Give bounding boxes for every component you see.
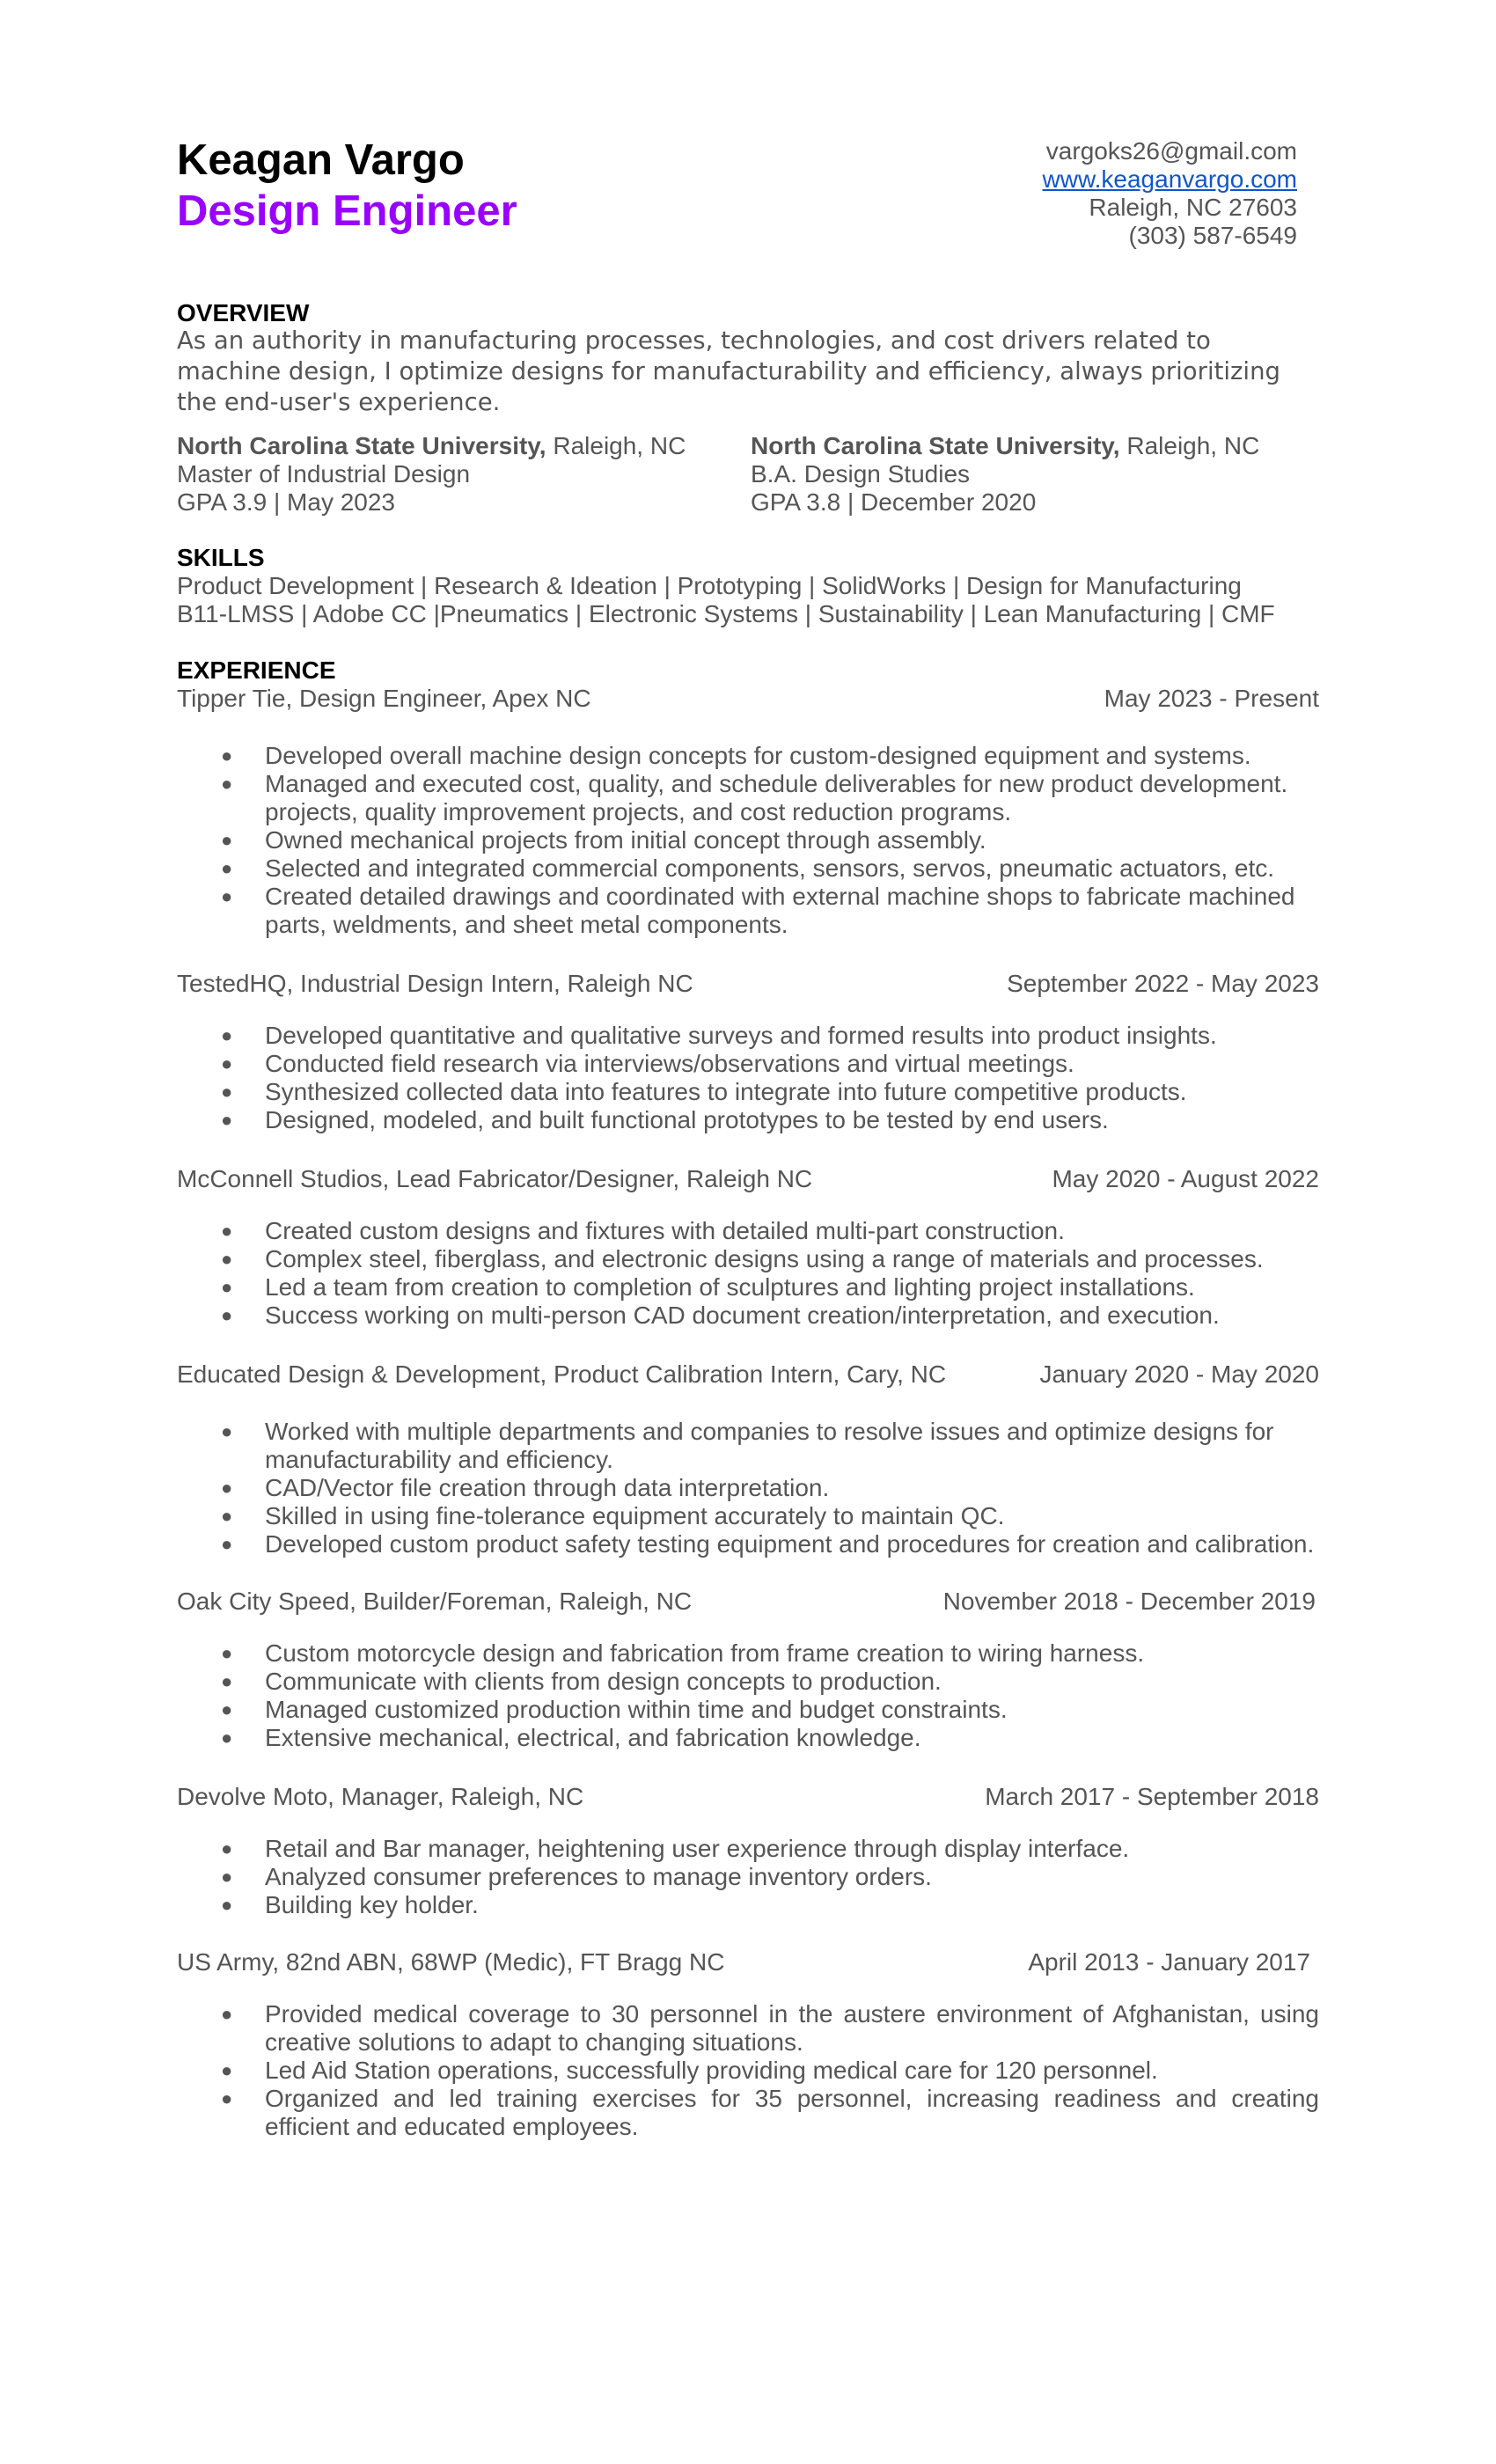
degree: Master of Industrial Design (177, 460, 471, 488)
bullet-icon: ● (221, 1727, 233, 1749)
list-item: ● Success working on multi-person CAD document creation/interpretation, and execution. (221, 1302, 1220, 1329)
education-entry (177, 432, 686, 517)
bullet-icon: ● (221, 1109, 233, 1131)
job-entry (177, 1948, 1319, 2141)
job-bullets (177, 1418, 1319, 1558)
bullet-icon: ● (221, 1533, 233, 1555)
degree: B.A. Design Studies (751, 460, 971, 488)
list-item: ● Extensive mechanical, electrical, and fabrication knowledge. (221, 1724, 921, 1751)
job-bullets (177, 1217, 1319, 1330)
education-detail: GPA 3.9 | May 2023 (177, 488, 396, 516)
list-item: ● Developed overall machine design concepts for custom-designed equipment and systems. (221, 742, 1251, 769)
bullet-icon: ● (221, 1024, 233, 1046)
list-item: ● Communicate with clients from design concepts to production. (221, 1668, 942, 1695)
job-entry (177, 1165, 1319, 1330)
job-entry (177, 685, 1319, 939)
email[interactable]: vargoks26@gmail.com (1045, 137, 1297, 165)
job-dates: May 2023 - Present (1104, 685, 1319, 712)
job-bullets (177, 742, 1319, 939)
bullet-icon: ● (221, 857, 233, 879)
list-item: ● Owned mechanical projects from initial concept through assembly. (221, 826, 986, 854)
bullet-icon: ● (221, 2059, 233, 2081)
list-item: ● Retail and Bar manager, heightening user experience through display interface. (221, 1835, 1130, 1862)
overview-text: As an authority in manufacturing processes, technologies, and cost drivers related to machine design, I optimize designs for manufacturability and efficiency, always prioritizing the end-user's experience. (177, 326, 1280, 416)
job-bullets (177, 2000, 1319, 2141)
list-item: ● Building key holder. (221, 1891, 479, 1918)
skills-line: Product Development | Research & Ideation | Prototyping | SolidWorks | Design for Manufacturing (177, 572, 1242, 599)
list-item: ● Developed quantitative and qualitative surveys and formed results into product insights. (221, 1022, 1217, 1049)
education-detail: GPA 3.8 | December 2020 (751, 488, 1037, 516)
job-entry (177, 1783, 1319, 1919)
list-item: ● Managed and executed cost, quality, and schedule deliverables for new product development. projects, quality improvement projects, and cost reduction programs. (221, 770, 1288, 825)
bullet-icon: ● (221, 744, 233, 766)
bullet-icon: ● (221, 2087, 233, 2109)
list-item: ● Synthesized collected data into features to integrate into future competitive products. (221, 1078, 1187, 1105)
job-organization: Tipper Tie, Design Engineer, Apex NC (177, 685, 591, 712)
list-item: ● Designed, modeled, and built functional prototypes to be tested by end users. (221, 1106, 1109, 1133)
list-item: ● Selected and integrated commercial components, sensors, servos, pneumatic actuators, etc. (221, 854, 1275, 882)
job-bullets (177, 1639, 1319, 1752)
job-bullets (177, 1835, 1319, 1919)
bullet-icon: ● (221, 1505, 233, 1527)
list-item: ● Created custom designs and fixtures with detailed multi-part construction. (221, 1217, 1065, 1244)
job-dates: May 2020 - August 2022 (1052, 1165, 1319, 1192)
bullet-icon: ● (221, 1052, 233, 1074)
job-title: Design Engineer (177, 187, 517, 235)
list-item: ● Analyzed consumer preferences to manage inventory orders. (221, 1863, 932, 1890)
list-item: ● Custom motorcycle design and fabrication from frame creation to wiring harness. (221, 1639, 1145, 1667)
list-item: ● Complex steel, fiberglass, and electronic designs using a range of materials and processes. (221, 1245, 1264, 1272)
list-item: ● Managed customized production within time and budget constraints. (221, 1696, 1008, 1723)
job-organization: US Army, 82nd ABN, 68WP (Medic), FT Bragg NC (177, 1948, 725, 1976)
list-item: ● CAD/Vector file creation through data interpretation. (221, 1474, 830, 1501)
job-entry (177, 1360, 1319, 1558)
job-organization: Devolve Moto, Manager, Raleigh, NC (177, 1783, 584, 1810)
school-name: North Carolina State University, (751, 432, 1120, 459)
job-entry (177, 1588, 1319, 1752)
job-organization: Educated Design & Development, Product Calibration Intern, Cary, NC (177, 1360, 947, 1388)
skills-line: B11-LMSS | Adobe CC |Pneumatics | Electronic Systems | Sustainability | Lean Manufacturing | CMF (177, 600, 1275, 627)
job-dates: September 2022 - May 2023 (1007, 970, 1319, 997)
bullet-icon: ● (221, 885, 233, 907)
job-organization: McConnell Studios, Lead Fabricator/Designer, Raleigh NC (177, 1165, 813, 1192)
bullet-icon: ● (221, 1670, 233, 1692)
website-link[interactable]: www.keaganvargo.com (1042, 165, 1297, 193)
skills-heading: SKILLS (177, 544, 265, 571)
list-item: ● Led Aid Station operations, successfully providing medical care for 120 personnel. (221, 2057, 1158, 2084)
bullet-icon: ● (221, 1894, 233, 1916)
job-dates: April 2013 - January 2017 (1028, 1948, 1310, 1976)
phone[interactable]: (303) 587-6549 (1128, 222, 1297, 249)
location: Raleigh, NC 27603 (1089, 194, 1297, 221)
list-item: ● Provided medical coverage to 30 personnel in the austere environment of Afghanistan, using creative solutions to adapt to changing situations. (221, 2000, 1319, 2056)
job-dates: November 2018 - December 2019 (942, 1588, 1316, 1615)
list-item: ● Conducted field research via interviews/observations and virtual meetings. (221, 1050, 1074, 1077)
skills-list (177, 572, 1275, 628)
bullet-icon: ● (221, 1477, 233, 1499)
bullet-icon: ● (221, 1304, 233, 1326)
bullet-icon: ● (221, 1698, 233, 1720)
bullet-icon: ● (221, 1420, 233, 1442)
bullet-icon: ● (221, 1642, 233, 1664)
bullet-icon: ● (221, 1081, 233, 1103)
list-item: ● Organized and led training exercises for 35 personnel, increasing readiness and creating efficient and educated employees. (221, 2085, 1319, 2140)
bullet-icon: ● (221, 1220, 233, 1242)
bullet-icon: ● (221, 1276, 233, 1298)
job-bullets (177, 1022, 1319, 1134)
job-entry (177, 970, 1319, 1134)
bullet-icon: ● (221, 773, 233, 795)
bullet-icon: ● (221, 829, 233, 851)
experience-heading: EXPERIENCE (177, 656, 336, 684)
bullet-icon: ● (221, 1837, 233, 1859)
list-item: ● Skilled in using fine-tolerance equipment accurately to maintain QC. (221, 1502, 1005, 1529)
job-dates: March 2017 - September 2018 (985, 1783, 1319, 1810)
education-entry (751, 432, 1259, 517)
contact-block (1043, 137, 1297, 250)
list-item: ● Worked with multiple departments and companies to resolve issues and optimize designs for manufacturability and efficiency. (221, 1418, 1274, 1473)
job-organization: Oak City Speed, Builder/Foreman, Raleigh, NC (177, 1588, 693, 1615)
bullet-icon: ● (221, 1866, 233, 1888)
job-organization: TestedHQ, Industrial Design Intern, Raleigh NC (177, 970, 693, 997)
bullet-icon: ● (221, 1248, 233, 1270)
job-dates: January 2020 - May 2020 (1039, 1360, 1319, 1388)
overview-heading: OVERVIEW (177, 299, 310, 326)
school-location: Raleigh, NC (1119, 432, 1260, 459)
list-item: ● Developed custom product safety testing equipment and procedures for creation and calibration. (221, 1530, 1315, 1558)
school-name: North Carolina State University, (177, 432, 546, 459)
bullet-icon: ● (221, 2003, 233, 2025)
school-location: Raleigh, NC (546, 432, 686, 459)
candidate-name: Keagan Vargo (177, 136, 465, 184)
list-item: ● Created detailed drawings and coordinated with external machine shops to fabricate machined parts, weldments, and sheet metal components. (221, 883, 1295, 938)
list-item: ● Led a team from creation to completion of sculptures and lighting project installations. (221, 1273, 1195, 1301)
